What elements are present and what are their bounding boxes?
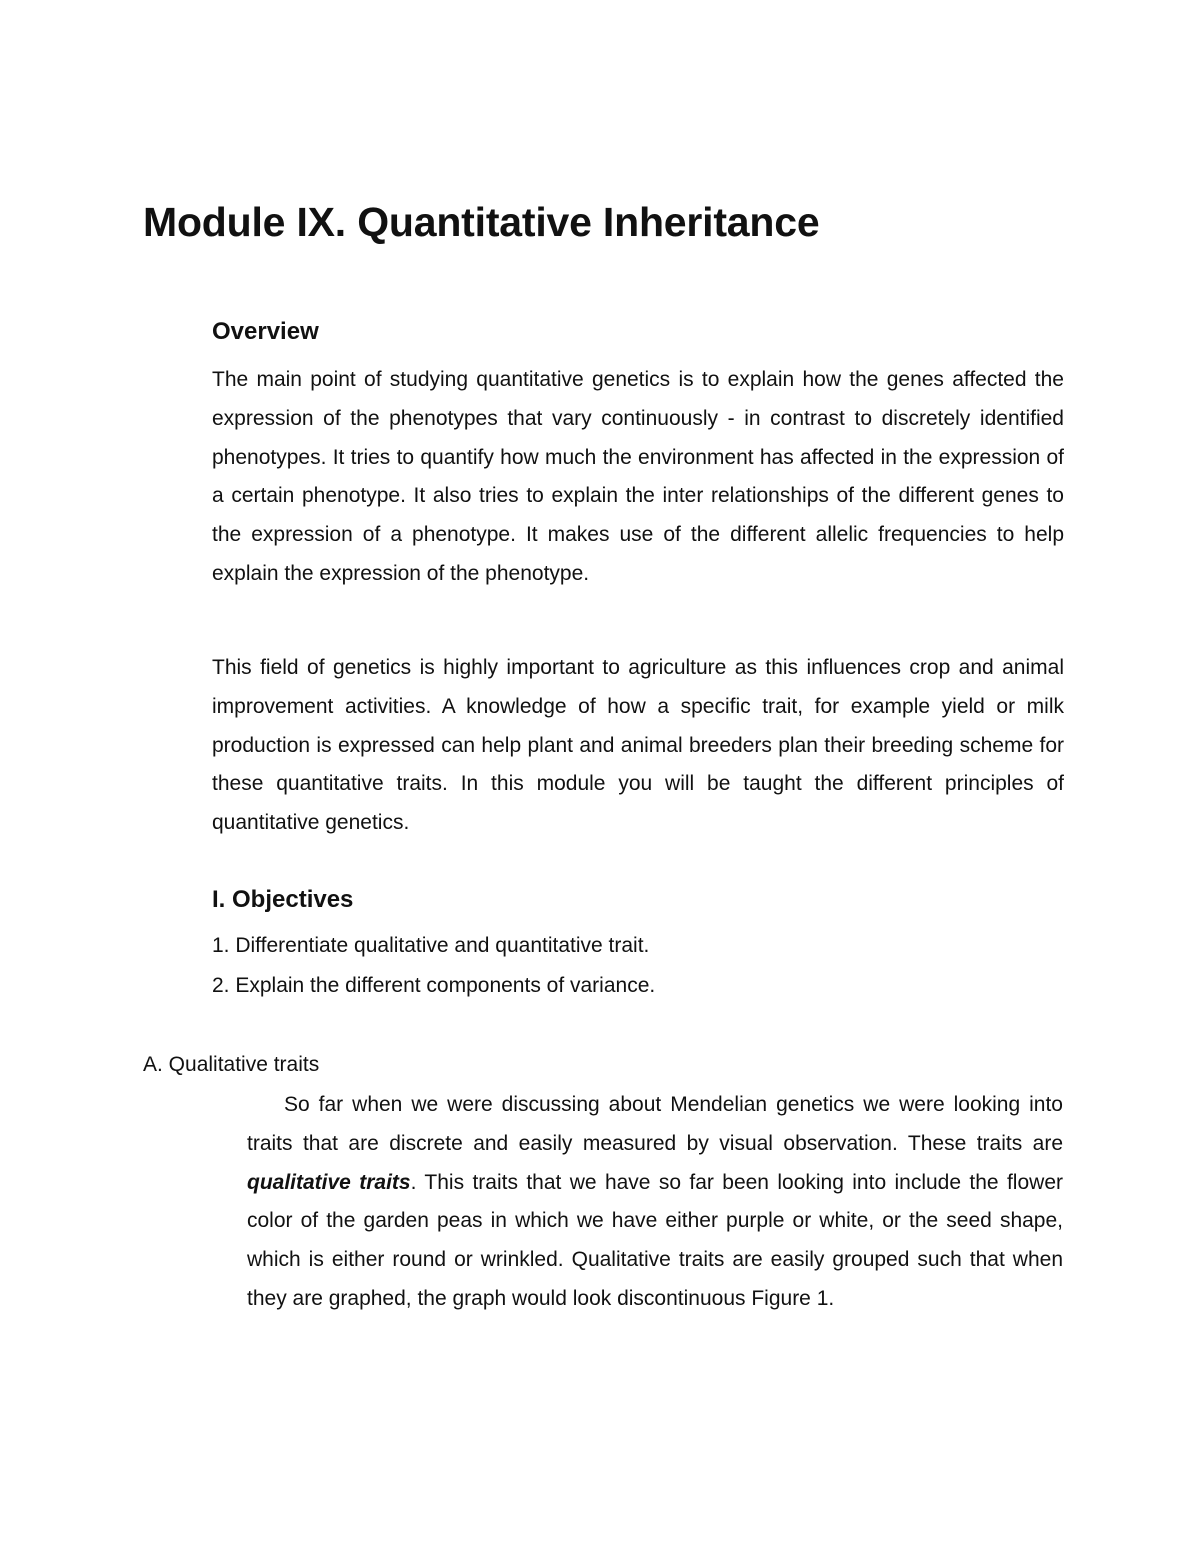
objectives-heading: I. Objectives bbox=[212, 886, 354, 913]
overview-paragraph-2: This field of genetics is highly important to agriculture as this influences crop and animal improvement activities. A knowledge of how a specific trait, for example yield or milk production is expressed can help plant and animal breeders plan their breeding scheme for these quantitative traits. In this module you will be taught the different principles of quantitative genetics. bbox=[212, 656, 1064, 835]
qualitative-text-before: So far when we were discussing about Mendelian genetics we were looking into traits that are discrete and easily measured by visual observation. These traits are bbox=[247, 1093, 1063, 1155]
overview-heading: Overview bbox=[212, 318, 319, 345]
qualitative-traits-heading: A. Qualitative traits bbox=[143, 1053, 320, 1076]
objective-item: 2. Explain the different components of variance. bbox=[212, 974, 656, 997]
objectives-list bbox=[212, 926, 655, 1006]
page-title: Module IX. Quantitative Inheritance bbox=[143, 199, 820, 245]
qualitative-text-after: . This traits that we have so far been looking into include the flower color of the garden peas in which we have either purple or white, or the seed shape, which is either round or wrinkled. Qualitative traits are easily grouped such that when they are graphed, the graph would look discontinuous Figure 1. bbox=[247, 1170, 1063, 1310]
overview-paragraph-1: The main point of studying quantitative genetics is to explain how the genes affected the expression of the phenotypes that vary continuously - in contrast to discretely identified phenotypes. It tries to quantify how much the environment has affected in the expression of a certain phenotype. It also tries to explain the inter relationships of the different genes to the expression of a phenotype. It makes use of the different allelic frequencies to help explain the expression of the phenotype. bbox=[212, 368, 1064, 585]
qualitative-traits-paragraph bbox=[247, 1086, 1063, 1319]
qualitative-traits-emphasis: qualitative traits bbox=[247, 1170, 411, 1194]
objective-item: 1. Differentiate qualitative and quantitative trait. bbox=[212, 934, 650, 957]
